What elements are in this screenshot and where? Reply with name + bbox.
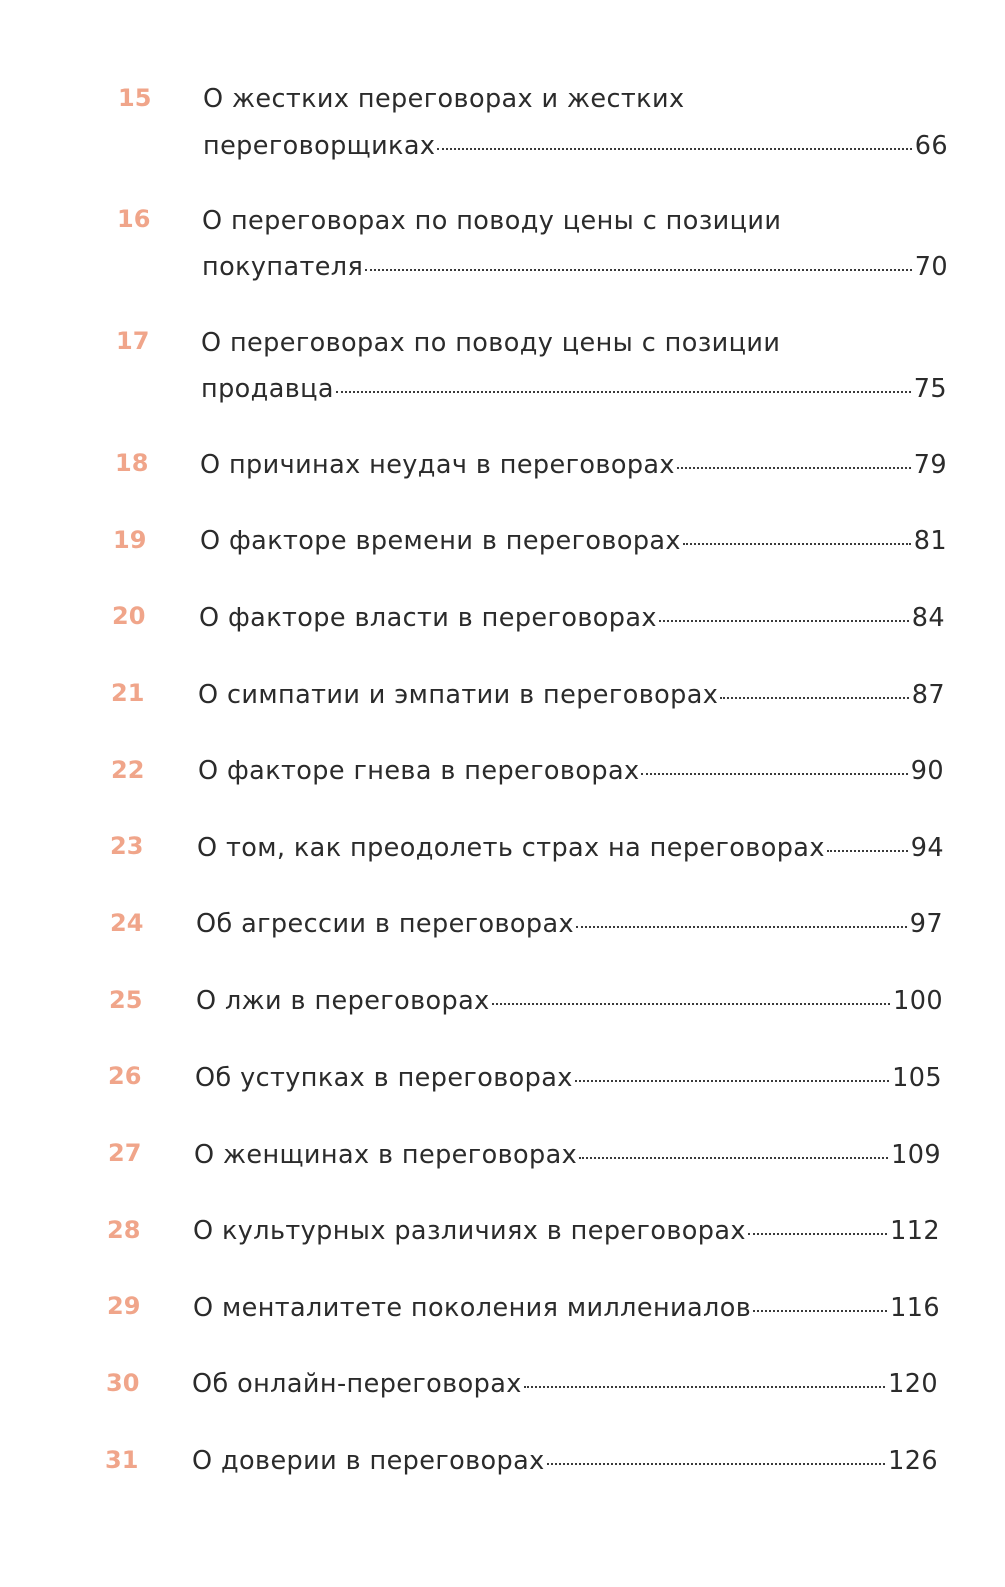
page-number: 87 [911, 680, 945, 710]
chapter-number: 15 [118, 84, 152, 112]
toc-title-continued: продавца [201, 374, 334, 404]
page-number: 105 [892, 1063, 942, 1093]
page-number: 75 [913, 374, 947, 404]
chapter-number: 20 [112, 602, 146, 630]
dot-leader [575, 1080, 889, 1082]
toc-title: О женщинах в переговорах [194, 1140, 578, 1170]
toc-title-line [195, 1063, 942, 1093]
page-number: 79 [913, 450, 947, 480]
toc-title: О факторе гнева в переговорах [198, 756, 640, 786]
toc-title-line [194, 1140, 941, 1170]
chapter-number: 29 [107, 1292, 141, 1320]
toc-title-line [196, 986, 943, 1016]
dot-leader [720, 697, 909, 699]
toc-title: О том, как преодолеть страх на переговорах [197, 833, 825, 863]
toc-title-line [193, 1293, 940, 1323]
toc-title-line [200, 526, 947, 556]
toc-title-line [198, 756, 944, 786]
page-number: 94 [910, 833, 944, 863]
toc-title-continued: покупателя [202, 252, 364, 282]
toc-title-line [198, 680, 945, 710]
chapter-number: 22 [111, 756, 145, 784]
toc-title: О культурных различиях в переговорах [193, 1216, 746, 1246]
toc-title: О менталитете поколения миллениалов [193, 1293, 752, 1323]
toc-title: О жестких переговорах и жестких [203, 84, 685, 114]
toc-title: О симпатии и эмпатии в переговорах [198, 680, 719, 710]
dot-leader [753, 1310, 887, 1312]
dot-leader [437, 148, 911, 150]
toc-title-line [197, 833, 944, 863]
toc-title-line [201, 328, 780, 358]
toc-title: О факторе власти в переговорах [199, 603, 657, 633]
dot-leader [659, 620, 909, 622]
chapter-number: 16 [117, 205, 151, 233]
chapter-number: 24 [110, 909, 144, 937]
toc-title: О лжи в переговорах [196, 986, 490, 1016]
dot-leader [748, 1233, 887, 1235]
chapter-number: 18 [115, 449, 149, 477]
page-number: 109 [891, 1140, 941, 1170]
dot-leader [547, 1463, 885, 1465]
chapter-number: 26 [108, 1062, 142, 1090]
chapter-number: 17 [116, 327, 150, 355]
chapter-number: 30 [106, 1369, 140, 1397]
dot-leader [579, 1157, 888, 1159]
toc-title-line [202, 252, 948, 282]
dot-leader [827, 850, 908, 852]
page-number: 97 [909, 909, 943, 939]
toc-title: Об агрессии в переговорах [196, 909, 574, 939]
toc-title-line [202, 206, 781, 236]
page-number: 90 [910, 756, 944, 786]
toc-title-line [192, 1369, 938, 1399]
toc-title: О факторе времени в переговорах [200, 526, 681, 556]
page-number: 100 [893, 986, 943, 1016]
toc-title-line [200, 450, 947, 480]
toc-title-line [193, 1216, 940, 1246]
chapter-number: 27 [108, 1139, 142, 1167]
toc-title-line [203, 131, 948, 161]
chapter-number: 23 [110, 832, 144, 860]
page-number: 66 [914, 131, 948, 161]
chapter-number: 25 [109, 986, 143, 1014]
toc-title-continued: переговорщиках [203, 131, 436, 161]
dot-leader [365, 269, 912, 271]
toc-title: Об уступках в переговорах [195, 1063, 573, 1093]
chapter-number: 28 [107, 1216, 141, 1244]
dot-leader [683, 543, 911, 545]
toc-title: О переговорах по поводу цены с позиции [202, 206, 782, 236]
page-number: 120 [888, 1369, 938, 1399]
page-number: 84 [911, 603, 945, 633]
page-number: 126 [888, 1446, 938, 1476]
toc-title-line [203, 84, 684, 114]
page-number: 70 [914, 252, 948, 282]
chapter-number: 31 [105, 1446, 139, 1474]
dot-leader [641, 773, 907, 775]
toc-title: О переговорах по поводу цены с позиции [201, 328, 781, 358]
toc-title: Об онлайн-переговорах [192, 1369, 522, 1399]
page-number: 116 [890, 1293, 940, 1323]
toc-title-line [192, 1446, 938, 1476]
toc-title-line [199, 603, 945, 633]
page-number: 112 [890, 1216, 940, 1246]
dot-leader [524, 1386, 885, 1388]
toc-title: О доверии в переговорах [192, 1446, 545, 1476]
dot-leader [576, 926, 907, 928]
toc-title-line [196, 909, 943, 939]
page-number: 81 [913, 526, 947, 556]
toc-title-line [201, 374, 947, 404]
chapter-number: 21 [111, 679, 145, 707]
dot-leader [677, 467, 911, 469]
dot-leader [336, 391, 911, 393]
toc-title: О причинах неудач в переговорах [200, 450, 675, 480]
chapter-number: 19 [113, 526, 147, 554]
dot-leader [492, 1003, 890, 1005]
